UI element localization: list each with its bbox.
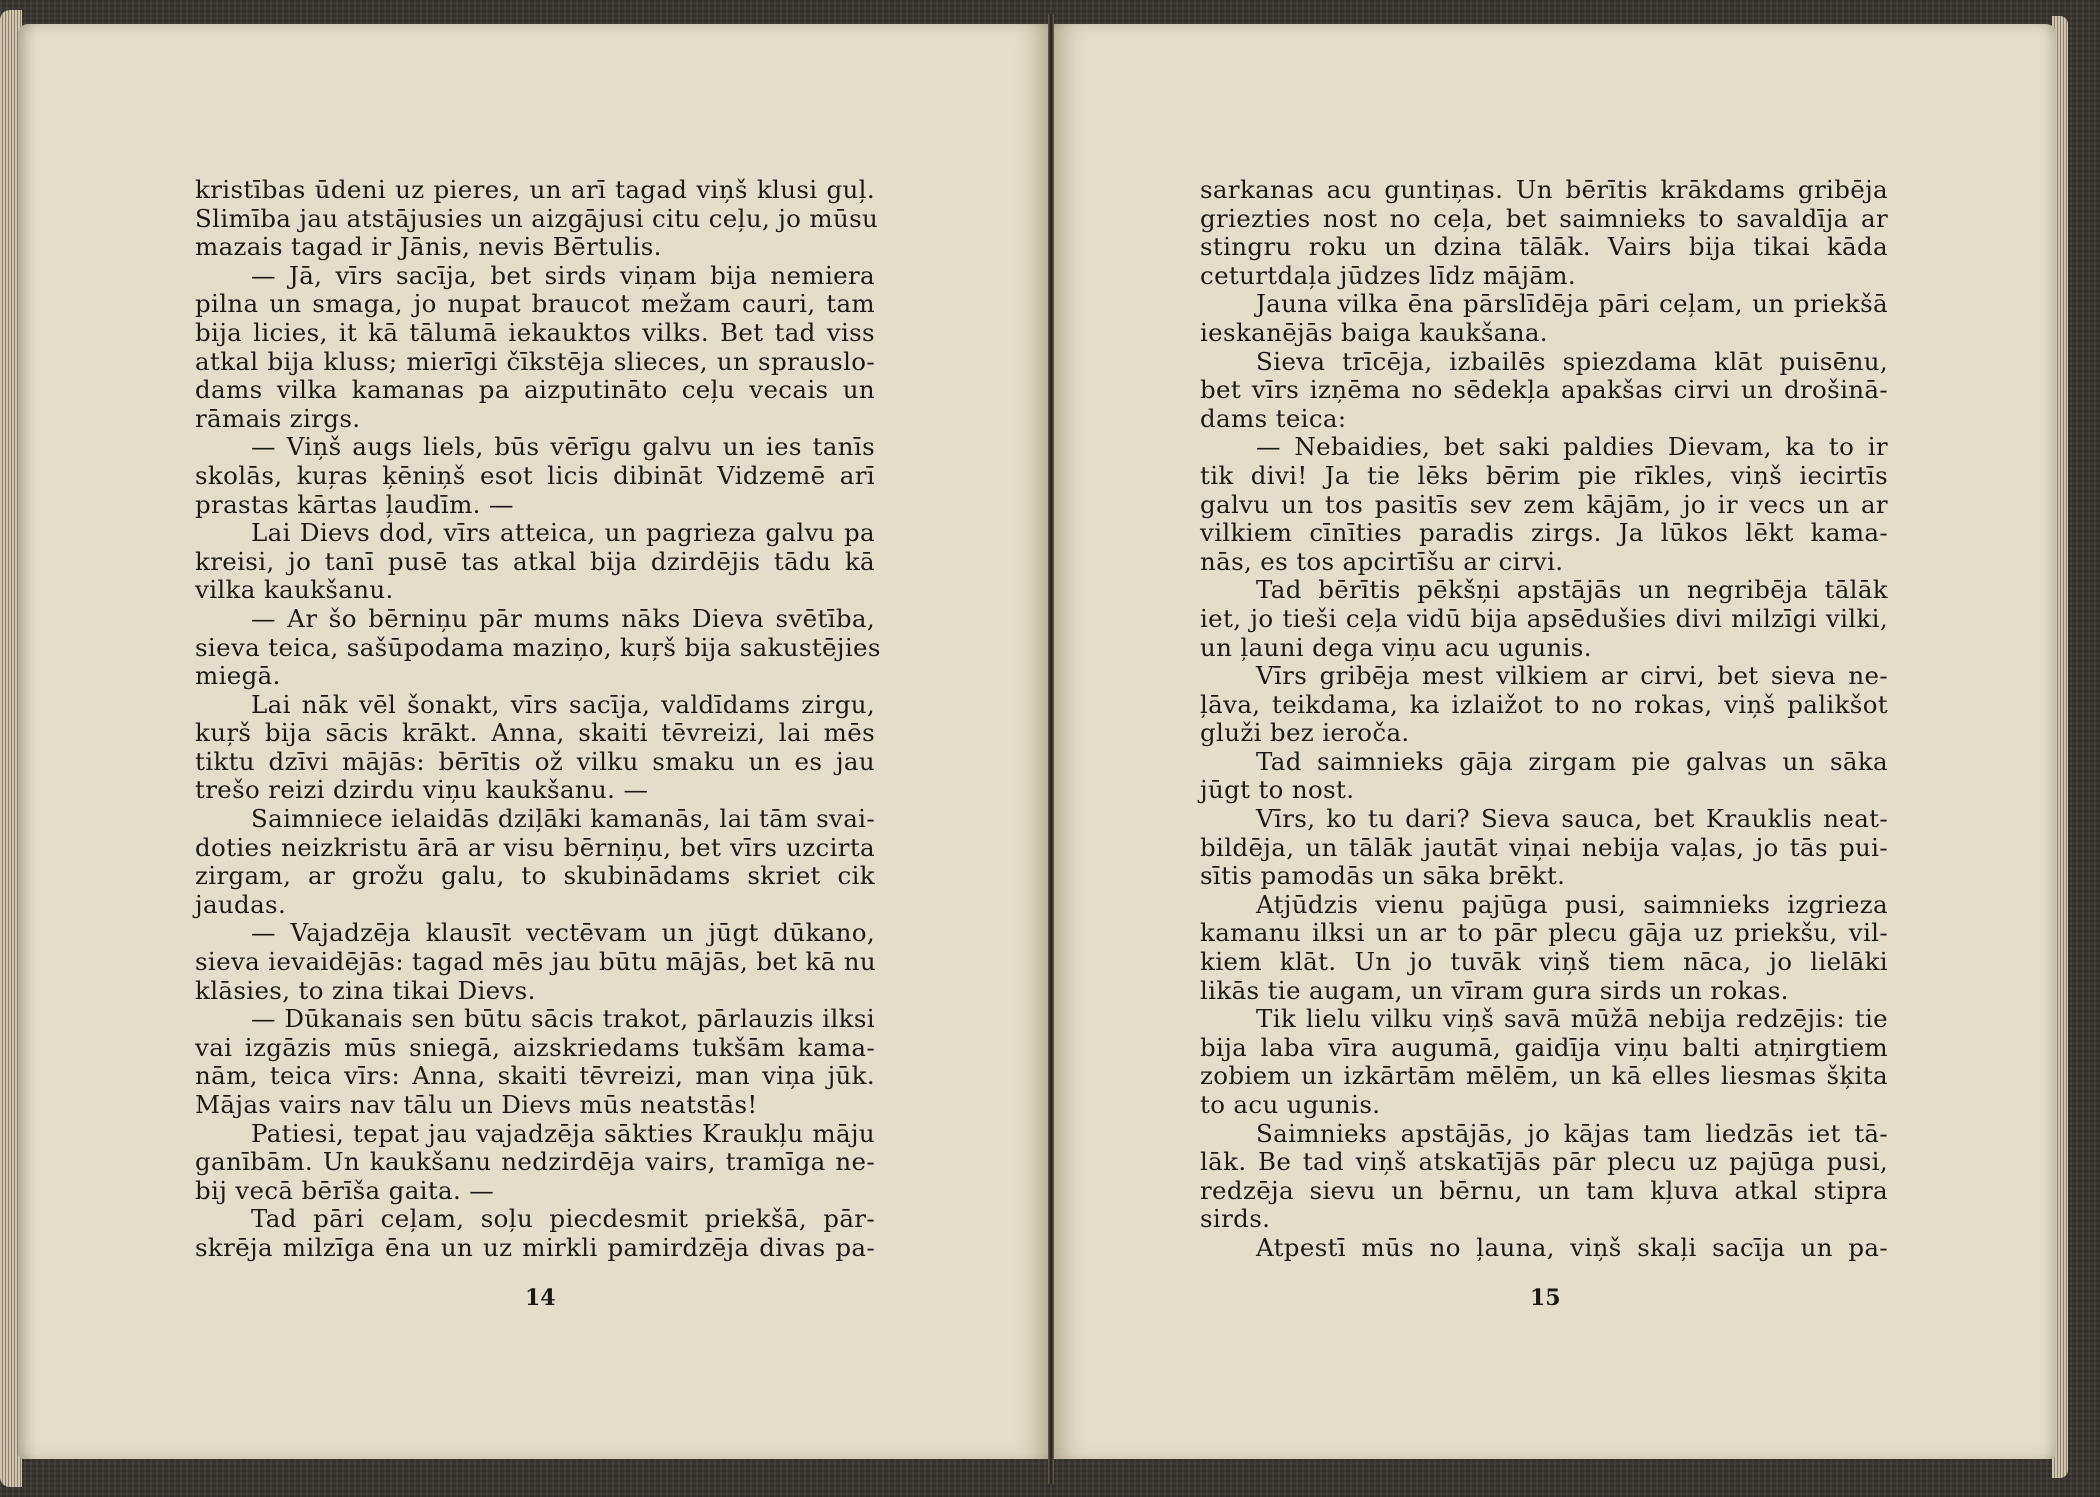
text-line: ganībām. Un kaukšanu nedzirdēja vairs, tramīga ne- [195,1147,875,1177]
text-line: mazais tagad ir Jānis, nevis Bērtulis. [195,232,662,262]
text-line: galvu un tos pasitīs sev zem kājām, jo ir vecs un ar [1200,489,1888,519]
text-line: sarkanas acu guntiņas. Un bērītis krākdams gribēja [1200,175,1888,204]
text-line: bij vecā bērīša gaita. — [195,1175,495,1205]
text-line: — Nebaidies, bet saki paldies Dievam, ka to ir [1256,432,1888,462]
text-line: Patiesi, tepat jau vajadzēja sākties Kraukļu māju [251,1118,875,1148]
text-line: tiktu dzīvi mājās: bērītis ož vilku smaku un es jau [195,746,875,776]
text-line: dams vilka kamanas pa aizputināto ceļu vecais un [195,375,875,405]
text-line: — Jā, vīrs sacīja, bet sirds viņam bija nemiera [251,260,875,290]
text-line: kuŗš bija sācis krākt. Anna, skaiti tēvreizi, lai mēs [195,718,875,748]
text-line: Tad bērītis pēkšņi apstājās un negribēja tālāk [1256,575,1888,605]
text-line: bija licies, it kā tālumā iekauktos vilks. Bet tad viss [195,317,875,347]
text-line: kreisi, jo tanī pusē tas atkal bija dzirdējis tādu kā [195,546,875,576]
text-line: dams teica: [1200,403,1347,433]
text-line: bet vīrs izņēma no sēdekļa apakšas cirvi un drošinā- [1200,375,1888,405]
text-line: bija laba vīra augumā, gaidīja viņu balti atņirgtiem [1200,1032,1888,1062]
text-line: redzēja sievu un bērnu, un tam kļuva atkal stipra [1200,1175,1888,1205]
text-line: sītis pamodās un sāka brēkt. [1200,861,1566,891]
text-line: zobiem un izkārtām mēlēm, un kā elles liesmas šķita [1200,1061,1888,1091]
text-line: ieskanējās baiga kaukšana. [1200,317,1548,347]
text-line: Sieva trīcēja, izbailēs spiezdama klāt puisēnu, [1256,346,1888,376]
text-line: gluži bez ieroča. [1200,718,1410,748]
text-line: stingru roku un dzina tālāk. Vairs bija tikai kāda [1200,232,1888,262]
text-line: vai izgāzis mūs sniegā, aizskriedams tukšām kama- [195,1032,875,1062]
text-line: griezties nost no ceļa, bet saimnieks to savaldīja ar [1200,203,1888,233]
text-line: un ļauni dega viņu acu ugunis. [1200,632,1592,662]
text-line: Tad saimnieks gāja zirgam pie galvas un sāka [1256,746,1888,776]
text-line: sirds. [1200,1204,1271,1234]
text-line: nās, es tos apcirtīšu ar cirvi. [1200,546,1564,576]
text-line: — Vajadzēja klausīt vectēvam un jūgt dūkano, [251,918,875,948]
text-line: — Ar šo bērniņu pār mums nāks Dieva svētība, [251,603,875,633]
text-line: sieva teica, sašūpodama maziņo, kuŗš bija sakustējies [195,632,881,662]
text-line: Tad pāri ceļam, soļu piecdesmit priekšā, pār- [251,1204,875,1234]
right-page-body-text [1200,176,1888,1263]
left-page-number: 14 [525,1285,556,1311]
text-line: Saimnieks apstājās, jo kājas tam liedzās iet tā- [1256,1118,1888,1148]
text-line: vilkiem cīnīties paradis zirgs. Ja lūkos lēkt kama- [1200,518,1888,548]
text-line: to acu ugunis. [1200,1090,1381,1119]
text-line: vilka kaukšanu. [195,575,394,605]
text-line: Atpestī mūs no ļauna, viņš skaļi sacīja un pa- [1256,1232,1888,1262]
text-line: klāsies, to zina tikai Dievs. [195,975,536,1005]
text-line: Tik lielu vilku viņš savā mūžā nebija redzējis: tie [1256,1004,1888,1034]
text-line: miegā. [195,661,281,691]
text-line: Lai nāk vēl šonakt, vīrs sacīja, valdīdams zirgu, [251,689,875,719]
text-line: sieva ievaidējās: tagad mēs jau būtu mājās, bet kā nu [195,947,877,977]
text-line: — Viņš augs liels, būs vērīgu galvu un ies tanīs [251,432,875,462]
text-line: iet, jo tieši ceļa vidū bija apsēdušies divi milzīgi vilki, [1200,603,1888,633]
left-page-body-text [195,175,881,1263]
text-line: prastas kārtas ļaudīm. — [195,489,514,519]
text-line: Lai Dievs dod, vīrs atteica, un pagrieza galvu pa [251,518,875,548]
text-line: Slimība jau atstājusies un aizgājusi citu ceļu, jo mūsu [195,203,879,233]
text-line: jaudas. [195,889,287,919]
text-line: jūgt to nost. [1200,775,1355,805]
text-line: Jauna vilka ēna pārslīdēja pāri ceļam, un priekšā [1256,289,1888,319]
text-line: ļāva, teikdama, ka izlaižot to no rokas, viņš palikšot [1200,689,1888,719]
text-line: lāk. Be tad viņš atskatījās pār plecu uz pajūga pusi, [1200,1147,1888,1177]
text-line: likās tie augam, un vīram gura sirds un rokas. [1200,975,1789,1005]
text-line: kamanu ilksi un ar to pār plecu gāja uz priekšu, vil- [1200,918,1888,948]
text-line: Mājas vairs nav tālu un Dievs mūs neatstās! [195,1090,758,1119]
text-line: kiem klāt. Un jo tuvāk viņš tiem nāca, jo lielāki [1200,947,1888,977]
text-line: bildēja, un tālāk jautāt viņai nebija vaļas, jo tās pui- [1200,832,1888,862]
text-line: rāmais zirgs. [195,403,361,433]
text-line: trešo reizi dzirdu viņu kaukšanu. — [195,775,649,805]
text-line: Vīrs, ko tu dari? Sieva sauca, bet Krauklis neat- [1256,804,1888,834]
right-page-number: 15 [1530,1285,1561,1311]
text-line: Atjūdzis vienu pajūga pusi, saimnieks izgrieza [1256,889,1888,919]
text-line: kristības ūdeni uz pieres, un arī tagad viņš klusi guļ. [195,175,875,204]
text-line: — Dūkanais sen būtu sācis trakot, pārlauzis ilksi [251,1004,875,1034]
text-line: ceturtdaļa jūdzes līdz mājām. [1200,260,1577,290]
text-line: tik divi! Ja tie lēks bērim pie rīkles, viņš iecirtīs [1200,460,1888,490]
text-line: Vīrs gribēja mest vilkiem ar cirvi, bet sieva ne- [1256,661,1888,691]
text-line: skolās, kuŗas ķēniņš esot licis dibināt Vidzemē arī [195,460,875,490]
text-line: pilna un smaga, jo nupat braucot mežam cauri, tam [195,289,875,319]
text-line: doties neizkristu ārā ar visu bērniņu, bet vīrs uzcirta [195,832,875,862]
text-line: zirgam, ar grožu galu, to skubinādams skriet cik [195,861,875,891]
text-line: skrēja milzīga ēna un uz mirkli pamirdzēja divas pa- [195,1232,875,1262]
text-line: nām, teica vīrs: Anna, skaiti tēvreizi, man viņa jūk. [195,1061,875,1091]
text-line: atkal bija kluss; mierīgi čīkstēja slieces, un sprauslo- [195,346,875,376]
text-line: Saimniece ielaidās dziļāki kamanās, lai tām svai- [251,804,875,834]
